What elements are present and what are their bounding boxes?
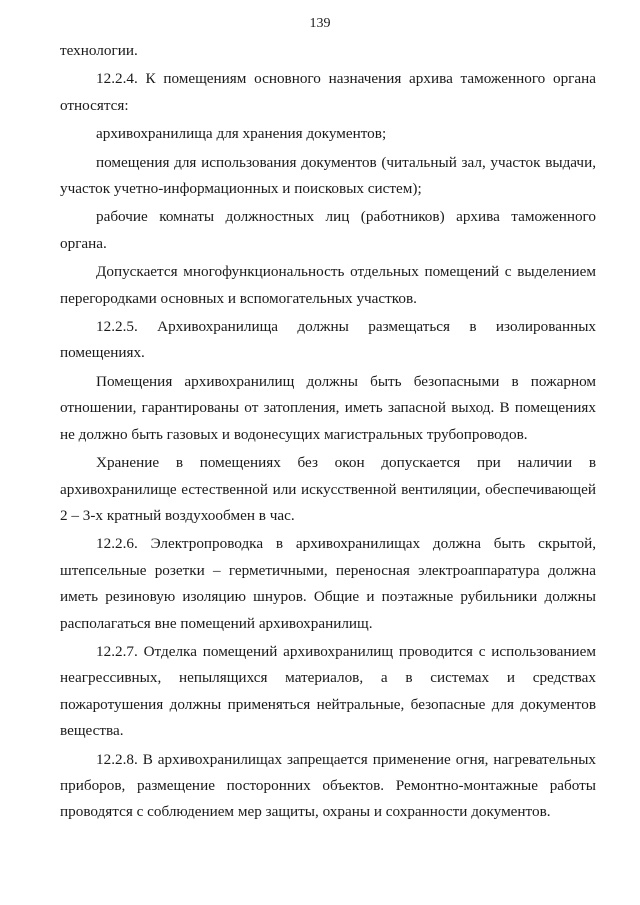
paragraph-ventilation: Хранение в помещениях без окон допускается при наличии в архивохранилище естественной или искусственной вентиляции, обеспечивающей 2 – 3-х кратный воздухообмен в час. bbox=[60, 454, 596, 524]
paragraph-continuation: технологии. bbox=[60, 42, 138, 59]
list-item-document-use-rooms: помещения для использования документов (читальный зал, участок выдачи, участок учетно-информационных и поисковых систем); bbox=[60, 153, 596, 198]
paragraph-12-2-6: 12.2.6. Электропроводка в архивохранилищах должна быть скрытой, штепсельные розетки – герметичными, переносная электроаппаратура должна иметь резиновую изоляцию шнуров. Общие и поэтажные рубильники должны располагаться вне помещений архивохранилищ. bbox=[60, 535, 596, 632]
paragraph-multifunctional: Допускается многофункциональность отдельных помещений с выделением перегородками основных и вспомогательных участков. bbox=[60, 263, 596, 307]
page-number: 139 bbox=[309, 16, 331, 31]
document-body bbox=[60, 38, 596, 826]
list-item-archive-storage: архивохранилища для хранения документов; bbox=[96, 125, 387, 143]
list-item-staff-rooms: рабочие комнаты должностных лиц (работников) архива таможенного органа. bbox=[60, 208, 596, 252]
paragraph-12-2-7: 12.2.7. Отделка помещений архивохранилищ проводится с использованием неагрессивных, непылящихся материалов, а в системах и средствах пожаротушения должны применяться нейтральные, безопасные для документов вещества. bbox=[60, 642, 596, 740]
paragraph-12-2-8: 12.2.8. В архивохранилищах запрещается применение огня, нагревательных приборов, размещение посторонних объектов. Ремонтно-монтажные работы проводятся с соблюдением мер защиты, охраны и сохранности документов. bbox=[60, 750, 596, 821]
paragraph-12-2-5: 12.2.5. Архивохранилища должны размещаться в изолированных помещениях. bbox=[60, 318, 596, 362]
paragraph-fire-safety: Помещения архивохранилищ должны быть безопасными в пожарном отношении, гарантированы от затопления, иметь запасной выход. В помещениях не должно быть газовых и водонесущих магистральных трубопроводов. bbox=[60, 372, 596, 443]
paragraph-12-2-4: 12.2.4. К помещениям основного назначения архива таможенного органа относятся: bbox=[60, 70, 596, 114]
